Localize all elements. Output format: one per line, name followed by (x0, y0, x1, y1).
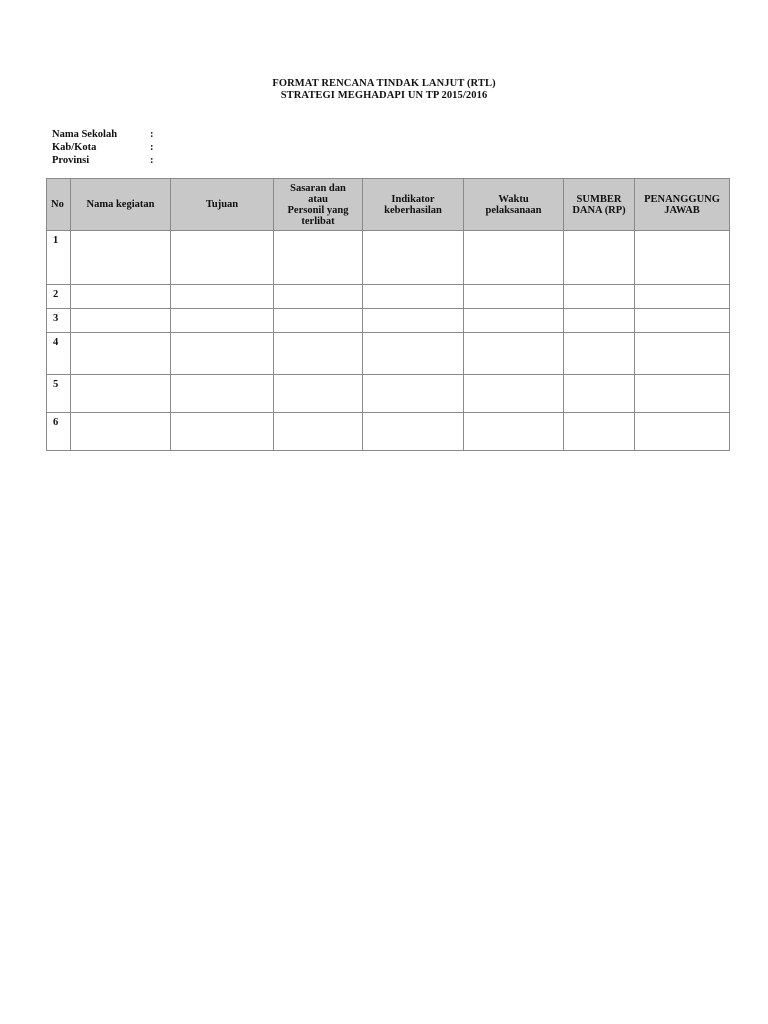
header-no: No (47, 179, 71, 231)
cell-nama-kegiatan[interactable] (71, 309, 171, 333)
cell-indikator[interactable] (363, 309, 464, 333)
header-line: Indikator (391, 193, 435, 205)
cell-indikator[interactable] (363, 231, 464, 285)
header-sasaran (274, 179, 363, 231)
header-line: Sasaran dan (290, 182, 346, 194)
school-info-block (52, 128, 160, 167)
header-waktu (464, 179, 564, 231)
cell-sumber-dana[interactable] (564, 333, 635, 375)
table-row (47, 333, 730, 375)
cell-waktu[interactable] (464, 231, 564, 285)
cell-waktu[interactable] (464, 285, 564, 309)
cell-sasaran[interactable] (274, 413, 363, 451)
cell-indikator[interactable] (363, 333, 464, 375)
table-row (47, 375, 730, 413)
title-line-1: FORMAT RENCANA TINDAK LANJUT (RTL) (272, 78, 496, 89)
row-number: 5 (47, 375, 71, 413)
rtl-table (46, 178, 730, 451)
cell-penanggung-jawab[interactable] (635, 413, 730, 451)
header-line: terlibat (301, 215, 335, 227)
cell-nama-kegiatan[interactable] (71, 231, 171, 285)
cell-sumber-dana[interactable] (564, 285, 635, 309)
header-tujuan: Tujuan (171, 179, 274, 231)
cell-penanggung-jawab[interactable] (635, 309, 730, 333)
cell-nama-kegiatan[interactable] (71, 333, 171, 375)
info-label: Nama Sekolah (52, 129, 118, 140)
cell-penanggung-jawab[interactable] (635, 231, 730, 285)
header-line: DANA (RP) (572, 204, 626, 216)
table-row (47, 413, 730, 451)
info-label: Provinsi (52, 155, 90, 166)
cell-sasaran[interactable] (274, 375, 363, 413)
info-row-regency (52, 141, 160, 154)
header-nama-kegiatan: Nama kegiatan (71, 179, 171, 231)
cell-indikator[interactable] (363, 285, 464, 309)
cell-sasaran[interactable] (274, 285, 363, 309)
cell-waktu[interactable] (464, 413, 564, 451)
cell-indikator[interactable] (363, 413, 464, 451)
cell-sasaran[interactable] (274, 333, 363, 375)
row-number: 2 (47, 285, 71, 309)
header-penanggung-jawab (635, 179, 730, 231)
title-line-2: STRATEGI MEGHADAPI UN TP 2015/2016 (280, 90, 488, 101)
cell-waktu[interactable] (464, 309, 564, 333)
cell-waktu[interactable] (464, 375, 564, 413)
table-row (47, 309, 730, 333)
cell-sumber-dana[interactable] (564, 309, 635, 333)
table-header-row (47, 179, 730, 231)
info-label: Kab/Kota (52, 142, 97, 153)
row-number: 1 (47, 231, 71, 285)
header-line: JAWAB (664, 204, 700, 216)
cell-sasaran[interactable] (274, 231, 363, 285)
cell-indikator[interactable] (363, 375, 464, 413)
cell-penanggung-jawab[interactable] (635, 333, 730, 375)
cell-tujuan[interactable] (171, 285, 274, 309)
cell-sumber-dana[interactable] (564, 231, 635, 285)
row-number: 3 (47, 309, 71, 333)
cell-tujuan[interactable] (171, 231, 274, 285)
row-number: 4 (47, 333, 71, 375)
info-colon: : (150, 155, 154, 166)
page-title (0, 78, 768, 102)
cell-tujuan[interactable] (171, 333, 274, 375)
header-line: Personil yang (287, 204, 349, 216)
cell-nama-kegiatan[interactable] (71, 413, 171, 451)
cell-sasaran[interactable] (274, 309, 363, 333)
info-row-school-name (52, 128, 160, 141)
cell-waktu[interactable] (464, 333, 564, 375)
cell-sumber-dana[interactable] (564, 413, 635, 451)
header-line: Waktu (498, 193, 529, 205)
cell-nama-kegiatan[interactable] (71, 285, 171, 309)
header-indikator (363, 179, 464, 231)
info-row-province (52, 154, 160, 167)
cell-sumber-dana[interactable] (564, 375, 635, 413)
cell-penanggung-jawab[interactable] (635, 285, 730, 309)
info-colon: : (150, 142, 154, 153)
cell-tujuan[interactable] (171, 375, 274, 413)
table-row (47, 285, 730, 309)
row-number: 6 (47, 413, 71, 451)
cell-nama-kegiatan[interactable] (71, 375, 171, 413)
header-line: atau (308, 193, 328, 205)
info-colon: : (150, 129, 154, 140)
header-line: PENANGGUNG (644, 193, 720, 205)
table-row (47, 231, 730, 285)
cell-tujuan[interactable] (171, 309, 274, 333)
header-line: pelaksanaan (485, 204, 542, 216)
cell-penanggung-jawab[interactable] (635, 375, 730, 413)
header-line: SUMBER (576, 193, 622, 205)
header-sumber-dana (564, 179, 635, 231)
header-line: keberhasilan (384, 204, 442, 216)
cell-tujuan[interactable] (171, 413, 274, 451)
